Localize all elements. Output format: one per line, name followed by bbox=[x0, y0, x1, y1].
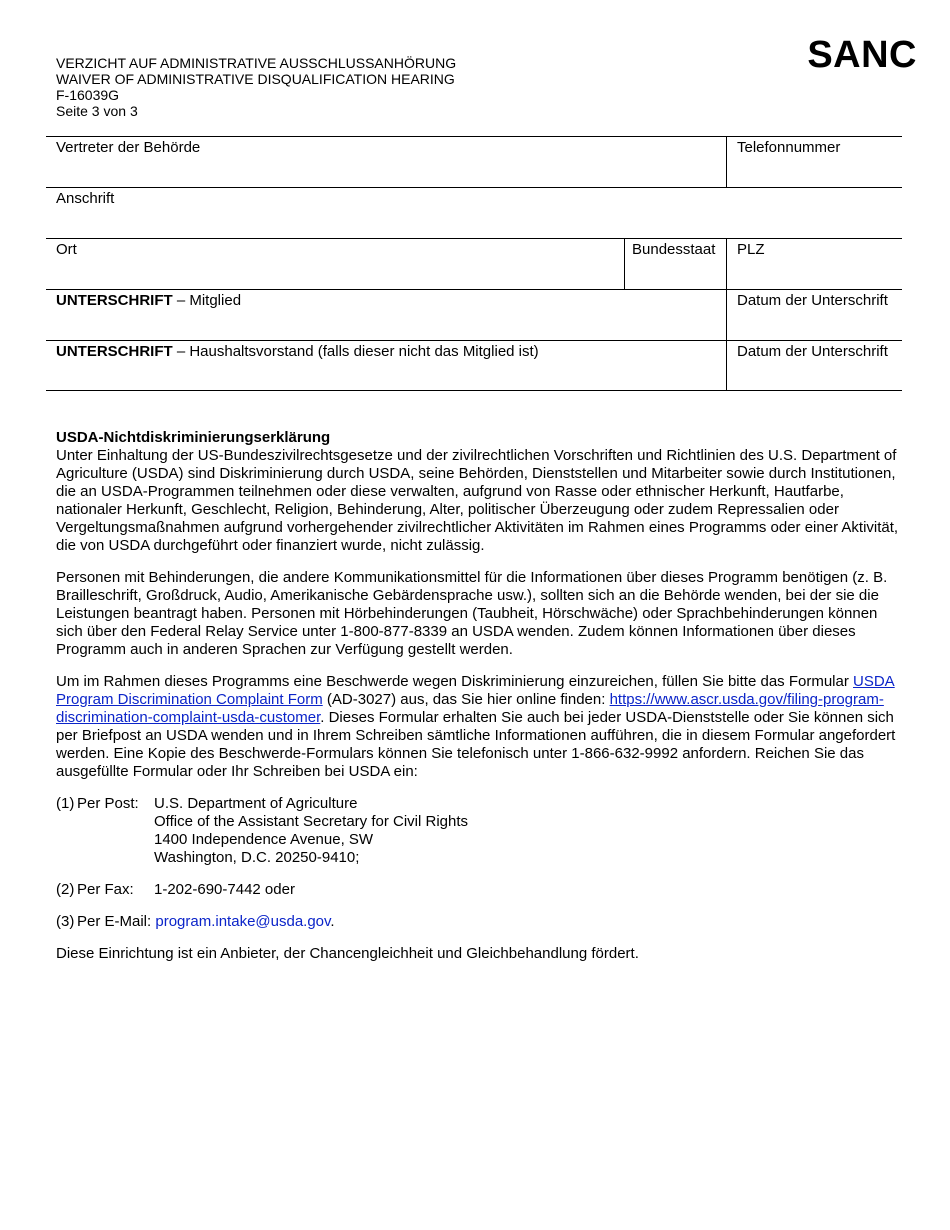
form-number: F-16039G bbox=[56, 87, 120, 103]
head-signature-label: – Haushaltsvorstand (falls dieser nicht das Mitglied ist) bbox=[172, 343, 539, 360]
title-german: VERZICHT AUF ADMINISTRATIVE AUSSCHLUSSANHÖRUNG bbox=[56, 55, 457, 71]
zip-label: PLZ bbox=[737, 241, 765, 258]
statement-heading: USDA-Nichtdiskriminierungserklärung bbox=[56, 429, 331, 446]
contact-fax bbox=[56, 881, 906, 899]
form-row-member-signature bbox=[46, 289, 902, 340]
form-row-head-signature bbox=[46, 340, 902, 391]
mail-line: Office of the Assistant Secretary for Civil Rights bbox=[154, 813, 469, 830]
mail-number: (1) bbox=[56, 795, 75, 812]
state-field[interactable] bbox=[625, 239, 727, 289]
form-row-address bbox=[46, 187, 902, 238]
address-field[interactable] bbox=[46, 188, 902, 238]
city-label: Ort bbox=[56, 241, 77, 258]
email-label: Per E-Mail: bbox=[77, 913, 156, 930]
fax-value: 1-202-690-7442 oder bbox=[154, 881, 295, 898]
member-signature-label: – Mitglied bbox=[172, 292, 242, 309]
head-signature-field[interactable] bbox=[46, 341, 727, 390]
mail-line: 1400 Independence Avenue, SW bbox=[154, 831, 374, 848]
email-number: (3) bbox=[56, 913, 75, 930]
email-line: Per E-Mail: program.intake@usda.gov. bbox=[77, 913, 335, 930]
closing-statement: Diese Einrichtung ist ein Anbieter, der Chancengleichheit und Gleichbehandlung fördert. bbox=[56, 945, 639, 962]
head-signature-date-label: Datum der Unterschrift bbox=[737, 343, 888, 360]
statement-paragraph-2: Personen mit Behinderungen, die andere Kommunikationsmittel für die Informationen über dieses Programm benötigen (z. B. Brailleschrift, Großdruck, Audio, Amerikanische Gebärdensprache usw.), sollten sich an die Behörde wenden, bei der sie die Leistungen beantragt haben. Personen mit Hörbehinderungen (Taubheit, Hörschwäche) oder Sprachbehinderungen können sich über den Federal Relay Service unter 1-800-877-8339 an USDA wenden. Zudem können Informationen über dieses Programm auch in anderen Sprachen zur Verfügung gestellt werden. bbox=[56, 569, 888, 658]
mail-line: Washington, D.C. 20250-9410; bbox=[154, 849, 360, 866]
phone-field[interactable] bbox=[727, 137, 902, 187]
program-code: SANC bbox=[807, 34, 917, 76]
city-field[interactable] bbox=[46, 239, 625, 289]
complaint-url-link[interactable]: https://www.ascr.usda.gov/filing-program-discrimination-complaint-usda-customer bbox=[56, 691, 884, 726]
nondiscrimination-statement bbox=[56, 429, 906, 963]
form-header bbox=[56, 55, 456, 119]
fax-label: Per Fax: bbox=[77, 881, 134, 898]
contact-email bbox=[56, 913, 906, 931]
mail-address bbox=[154, 795, 468, 867]
complaint-form-link[interactable]: USDA Program Discrimination Complaint Form bbox=[56, 673, 895, 708]
mail-line: U.S. Department of Agriculture bbox=[154, 795, 358, 812]
member-signature-date-label: Datum der Unterschrift bbox=[737, 292, 888, 309]
agency-rep-field[interactable] bbox=[46, 137, 727, 187]
signature-form-table bbox=[46, 136, 902, 391]
email-link[interactable]: program.intake@usda.gov bbox=[155, 913, 331, 930]
agency-rep-label: Vertreter der Behörde bbox=[56, 139, 201, 156]
statement-paragraph-3: Um im Rahmen dieses Programms eine Beschwerde wegen Diskriminierung einzureichen, füllen Sie bitte das Formular USDA Program Discrimination Complaint Form (AD-3027) aus, das Sie hier online finden: https://www.ascr.usda.gov/filing-program-discrimination-complaint-usda-customer. Dieses Formular erhalten Sie auch bei jeder USDA-Dienststelle oder Sie können sich per Briefpost an USDA wenden und in Ihrem Schreiben sämtliche Informationen aufführen, die in diesem Formular angefordert werden. Eine Kopie des Beschwerde-Formulars können Sie telefonisch unter 1-866-632-9992 anfordern. Reichen Sie das ausgefüllte Formular oder Ihr Schreiben bei USDA ein: bbox=[56, 673, 896, 780]
head-signature-label-bold: UNTERSCHRIFT bbox=[56, 343, 173, 360]
phone-label: Telefonnummer bbox=[737, 139, 841, 156]
mail-label: Per Post: bbox=[77, 795, 139, 812]
title-english: WAIVER OF ADMINISTRATIVE DISQUALIFICATION HEARING bbox=[56, 71, 455, 87]
member-signature-date-field[interactable] bbox=[727, 290, 902, 340]
statement-paragraph-1: Unter Einhaltung der US-Bundeszivilrechtsgesetze und der zivilrechtlichen Vorschriften und Richtlinien des U.S. Department of Agriculture (USDA) sind Diskriminierung durch USDA, seine Behörden, Dienststellen und Mitarbeiter sowie durch Institutionen, die an USDA-Programmen teilnehmen oder diese verwalten, aufgrund von Rasse oder ethnischer Herkunft, Hautfarbe, nationaler Herkunft, Geschlecht, Religion, Behinderung, Alter, politischer Überzeugung oder zudem Repressalien oder Vergeltungsmaßnahmen aufgrund vorhergehender zivilrechtlicher Aktivitäten im Rahmen eines Programms oder einer Aktivität, die von USDA durchgeführt oder finanziert wurde, nicht zulässig. bbox=[56, 447, 899, 554]
head-signature-date-field[interactable] bbox=[727, 341, 902, 390]
zip-field[interactable] bbox=[727, 239, 902, 289]
address-label: Anschrift bbox=[56, 190, 115, 207]
contact-mail bbox=[56, 795, 906, 867]
form-row-agency bbox=[46, 136, 902, 187]
member-signature-field[interactable] bbox=[46, 290, 727, 340]
page-number: Seite 3 von 3 bbox=[56, 103, 138, 119]
form-row-city bbox=[46, 238, 902, 289]
fax-number: (2) bbox=[56, 881, 75, 898]
member-signature-label-bold: UNTERSCHRIFT bbox=[56, 292, 173, 309]
state-label: Bundesstaat bbox=[632, 241, 716, 258]
